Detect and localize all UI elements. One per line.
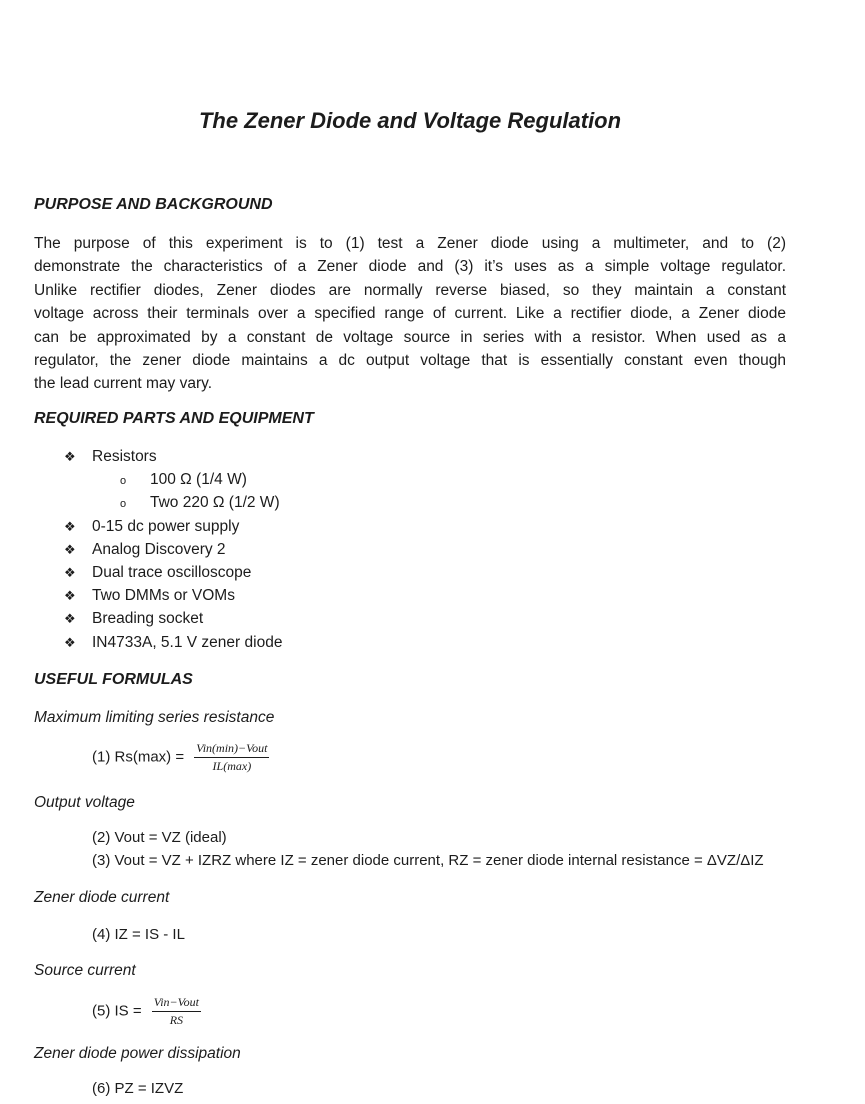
formula-section-title: Maximum limiting series resistance xyxy=(34,709,275,726)
bullet-diamond-icon: ❖ xyxy=(64,565,76,580)
formula-5: (5) IS = $\frac{\text{Vin−Vout}}{RS}$ xyxy=(92,995,199,1027)
list-item: ❖ Dual trace oscilloscope xyxy=(64,564,252,581)
bullet-diamond-icon: ❖ xyxy=(64,542,76,557)
formula-4: (4) IZ = IS - IL xyxy=(92,926,185,943)
formula-section-title: Source current xyxy=(34,962,136,979)
formula-section-title: Output voltage xyxy=(34,794,135,811)
paragraph-line: regulator, the zener diode maintains a dc output voltage that is essentially constant even though xyxy=(34,351,786,369)
fraction: $\frac{\text{Vin(min)−Vout}}{IL(\max)}$ xyxy=(196,741,268,773)
formula-section-title: Zener diode current xyxy=(34,889,170,906)
formula-1: (1) Rs(max) = $\frac{\text{Vin(min)−Vout}}{IL(\max)}$ xyxy=(92,741,268,773)
formula-section-title: Zener diode power dissipation xyxy=(34,1045,241,1062)
formula-2: (2) Vout = VZ (ideal) xyxy=(92,829,227,846)
paragraph-line: the lead current may vary. xyxy=(34,375,213,393)
paragraph-line: Unlike rectifier diodes, Zener diodes are normally reverse biased, so they maintain a constant xyxy=(34,281,786,299)
fraction: $\frac{\text{Vin−Vout}}{RS}$ xyxy=(153,995,199,1027)
list-item: o Two 220 Ω (1/2 W) xyxy=(120,494,280,511)
list-item: ❖ Analog Discovery 2 xyxy=(64,541,226,558)
parts-heading: REQUIRED PARTS AND EQUIPMENT xyxy=(34,410,314,427)
bullet-diamond-icon: ❖ xyxy=(64,588,76,603)
page-title: The Zener Diode and Voltage Regulation xyxy=(198,108,622,133)
formulas-heading: USEFUL FORMULAS xyxy=(34,671,193,688)
formula-3: (3) Vout = VZ + IZRZ where IZ = zener diode current, RZ = zener diode internal resistance = ΔVZ/ΔIZ xyxy=(92,852,764,869)
list-item: ❖ Resistors xyxy=(64,448,157,465)
bullet-diamond-icon: ❖ xyxy=(64,635,76,650)
paragraph-line: voltage across their terminals over a specified range of current. Like a rectifier diode, a Zener diode xyxy=(34,305,786,323)
purpose-heading: PURPOSE AND BACKGROUND xyxy=(34,196,273,213)
paragraph-line: demonstrate the characteristics of a Zener diode and (3) it’s uses as a simple voltage regulator. xyxy=(34,258,786,276)
paragraph-line: The purpose of this experiment is to (1) test a Zener diode using a multimeter, and to (2) xyxy=(34,235,786,252)
purpose-paragraph xyxy=(34,232,786,396)
list-item: ❖ IN4733A, 5.1 V zener diode xyxy=(64,634,283,651)
paragraph-line: can be approximated by a constant de voltage source in series with a resistor. When used as a xyxy=(34,328,786,346)
bullet-diamond-icon: ❖ xyxy=(64,449,76,464)
bullet-diamond-icon: ❖ xyxy=(64,611,76,626)
bullet-circle-icon: o xyxy=(120,498,127,510)
bullet-circle-icon: o xyxy=(120,475,127,487)
list-item: o 100 Ω (1/4 W) xyxy=(120,471,247,488)
bullet-diamond-icon: ❖ xyxy=(64,519,76,534)
list-item: ❖ Breading socket xyxy=(64,610,204,627)
list-item: ❖ Two DMMs or VOMs xyxy=(64,587,235,604)
list-item: ❖ 0-15 dc power supply xyxy=(64,518,240,535)
formula-6: (6) PZ = IZVZ xyxy=(92,1080,184,1097)
